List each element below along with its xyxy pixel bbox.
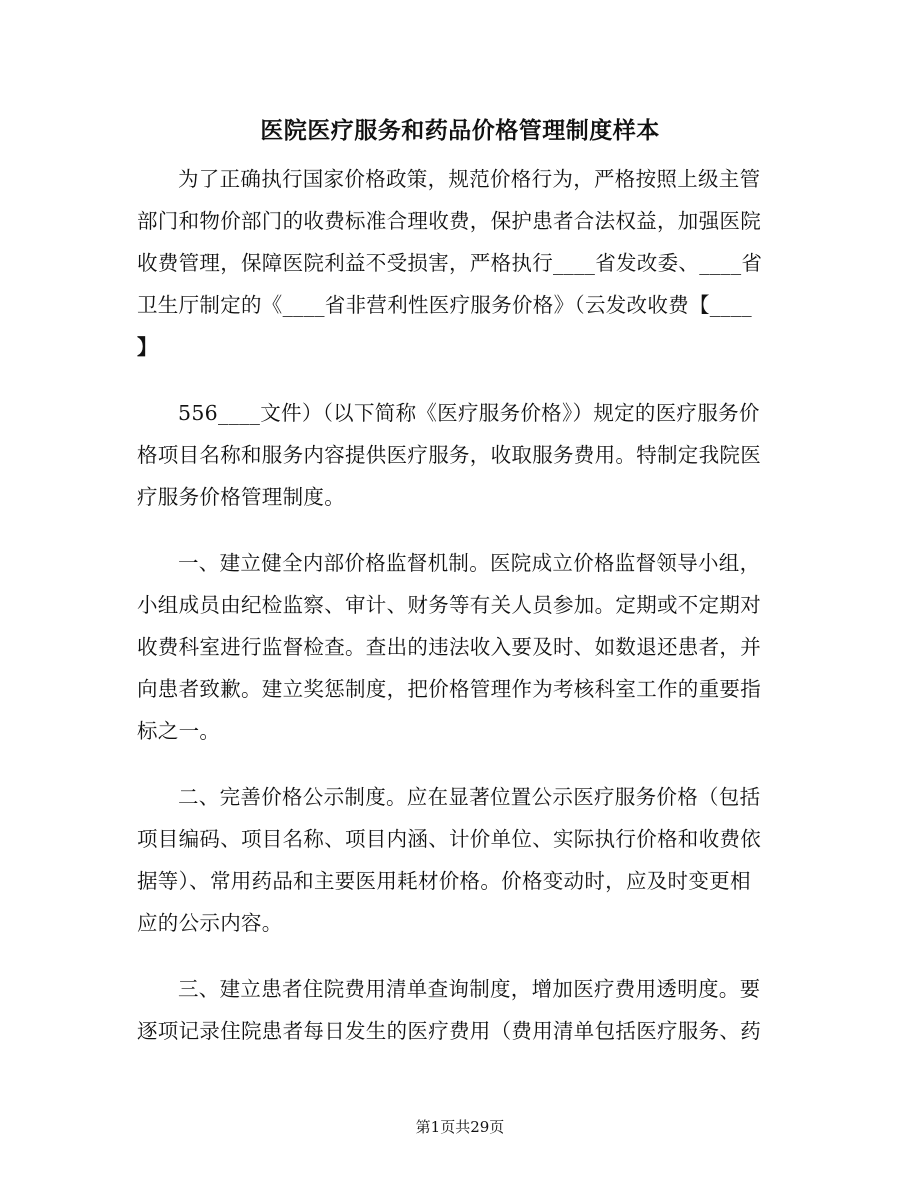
paragraph-line: 】 — [137, 335, 158, 359]
paragraph-line: 向患者致歉。建立奖惩制度，把价格管理作为考核科室工作的重要指 — [137, 677, 761, 701]
paragraph-line: 二、完善价格公示制度。应在显著位置公示医疗服务价格（包括 — [178, 785, 761, 809]
paragraph-line: 收费科室进行监督检查。查出的违法收入要及时、如数退还患者，并 — [137, 635, 761, 659]
paragraph-line: 卫生厅制定的《____省非营利性医疗服务价格》（云发改收费【____ — [137, 293, 752, 317]
page-number: 第1页共29页 — [415, 1118, 505, 1136]
paragraph-line: 项目编码、项目名称、项目内涵、计价单位、实际执行价格和收费依 — [137, 827, 761, 851]
document-body — [137, 158, 777, 1052]
paragraph-line: 据等）、常用药品和主要医用耗材价格。价格变动时，应及时变更相 — [137, 869, 751, 893]
paragraph-line: 收费管理，保障医院利益不受损害，严格执行____省发改委、____省 — [137, 251, 763, 275]
paragraph-line: 疗服务价格管理制度。 — [137, 485, 345, 509]
paragraph-line: 三、建立患者住院费用清单查询制度，增加医疗费用透明度。要 — [178, 977, 761, 1001]
paragraph-line: 为了正确执行国家价格政策，规范价格行为，严格按照上级主管 — [178, 167, 761, 191]
paragraph-line: 小组成员由纪检监察、审计、财务等有关人员参加。定期或不定期对 — [137, 593, 761, 617]
paragraph-line: 一、建立健全内部价格监督机制。医院成立价格监督领导小组， — [178, 551, 761, 575]
paragraph-line: 部门和物价部门的收费标准合理收费，保护患者合法权益，加强医院 — [137, 209, 761, 233]
paragraph-line: 逐项记录住院患者每日发生的医疗费用（费用清单包括医疗服务、药 — [137, 1019, 761, 1043]
paragraph-line: 标之一。 — [137, 719, 221, 743]
paragraph-line: 556____文件）（以下简称《医疗服务价格》）规定的医疗服务价 — [178, 401, 760, 425]
document-title: 医院医疗服务和药品价格管理制度样本 — [260, 117, 660, 144]
paragraph-line: 格项目名称和服务内容提供医疗服务，收取服务费用。特制定我院医 — [137, 443, 761, 467]
paragraph-line: 应的公示内容。 — [137, 911, 283, 935]
